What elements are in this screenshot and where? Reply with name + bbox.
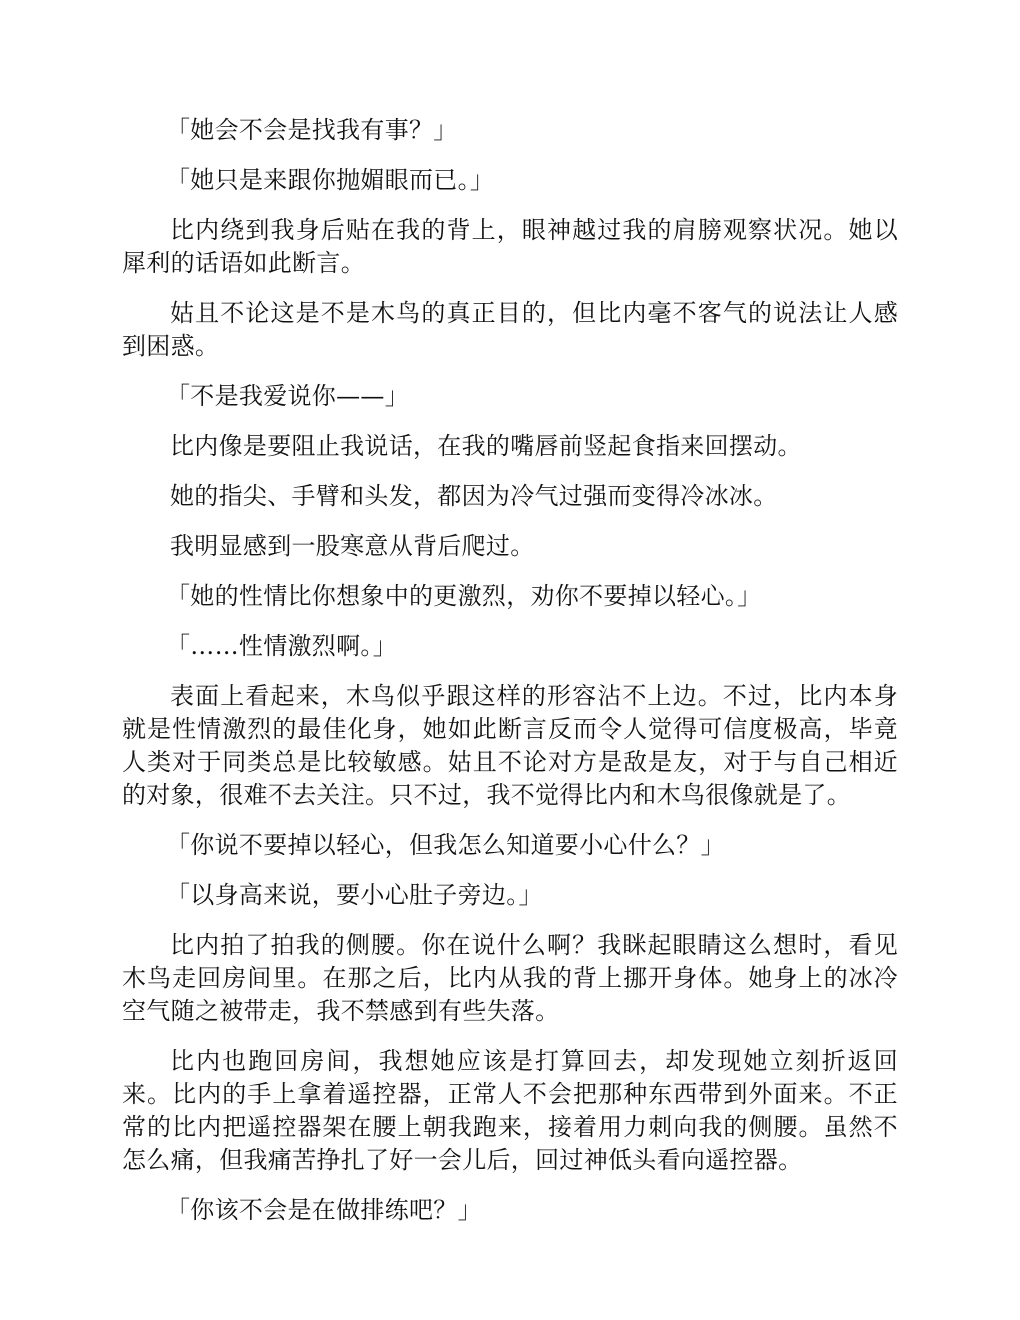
narration-paragraph: 姑且不论这是不是木鸟的真正目的，但比内毫不客气的说法让人感到困惑。 [122,299,898,360]
dialogue-line: 「她只是来跟你抛媚眼而已。」 [166,166,495,194]
narration-paragraph: 她的指尖、手臂和头发，都因为冷气过强而变得冷冰冰。 [170,482,778,510]
body-text [122,114,898,1244]
dialogue-line: 「她的性情比你想象中的更激烈，劝你不要掉以轻心。」 [166,582,762,610]
dialogue-line: 「她会不会是找我有事？」 [166,116,458,144]
dialogue-line: 「……性情激烈啊。」 [166,632,397,660]
narration-paragraph: 比内绕到我身后贴在我的背上，眼神越过我的肩膀观察状况。她以犀利的话语如此断言。 [122,216,898,277]
narration-paragraph: 表面上看起来，木鸟似乎跟这样的形容沾不上边。不过，比内本身就是性情激烈的最佳化身，她如此断言反而令人觉得可信度极高，毕竟人类对于同类总是比较敏感。姑且不论对方是敌是友，对于与自己相近的对象，很难不去关注。只不过，我不觉得比内和木鸟很像就是了。 [122,682,898,809]
dialogue-line: 「不是我爱说你——」 [166,382,409,410]
dialogue-line: 「你该不会是在做排练吧？」 [166,1196,482,1224]
narration-paragraph: 比内拍了拍我的侧腰。你在说什么啊？我眯起眼睛这么想时，看见木鸟走回房间里。在那之后，比内从我的背上挪开身体。她身上的冰冷空气随之被带走，我不禁感到有些失落。 [122,931,898,1025]
narration-paragraph: 比内也跑回房间，我想她应该是打算回去，却发现她立刻折返回来。比内的手上拿着遥控器，正常人不会把那种东西带到外面来。不正常的比内把遥控器架在腰上朝我跑来，接着用力刺向我的侧腰。虽然不怎么痛，但我痛苦挣扎了好一会儿后，回过神低头看向遥控器。 [122,1047,898,1174]
narration-paragraph: 比内像是要阻止我说话，在我的嘴唇前竖起食指来回摆动。 [170,432,802,460]
dialogue-line: 「以身高来说，要小心肚子旁边。」 [166,881,543,909]
dialogue-line: 「你说不要掉以轻心，但我怎么知道要小心什么？」 [166,831,725,859]
narration-paragraph: 我明显感到一股寒意从背后爬过。 [170,532,535,560]
